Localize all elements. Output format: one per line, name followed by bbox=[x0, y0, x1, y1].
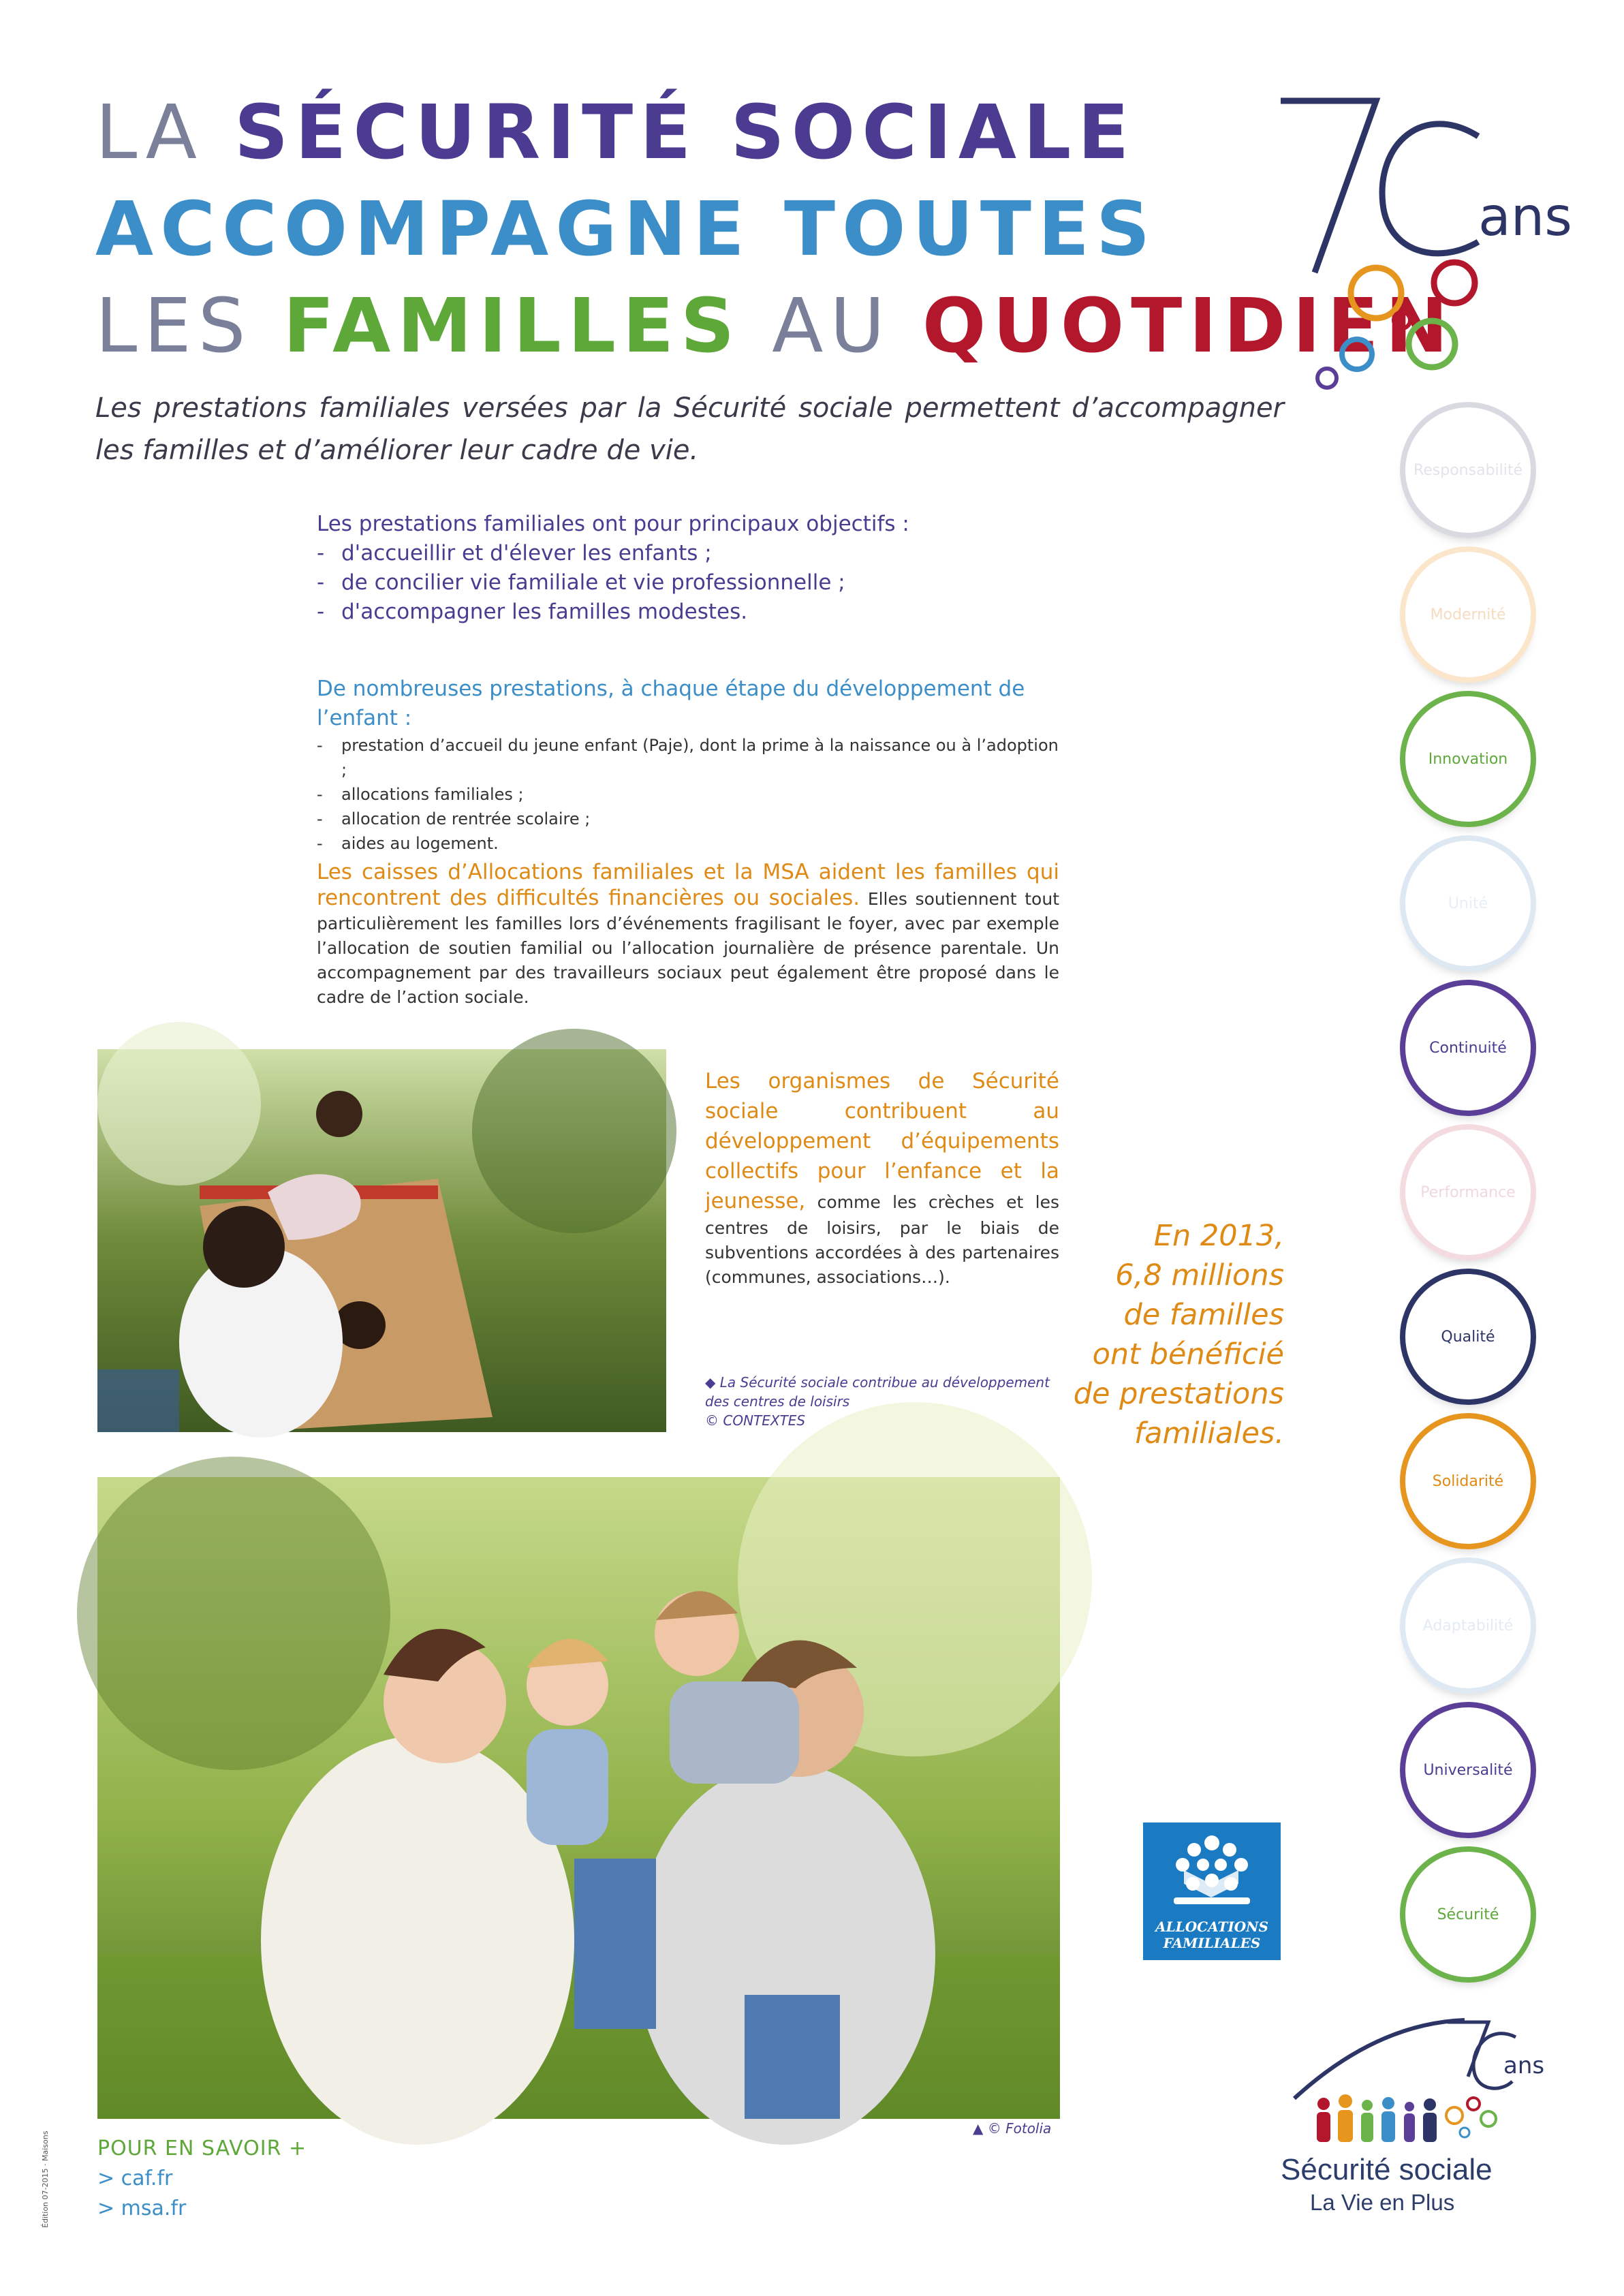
benefits-heading: De nombreuses prestations, à chaque étape du développement de l’enfant : bbox=[317, 677, 1025, 730]
seventy-years-logo bbox=[1274, 89, 1572, 402]
value-performance: Performance bbox=[1400, 1124, 1536, 1260]
list-item: - d'accueillir et d'élever les enfants ; bbox=[317, 539, 1059, 568]
ss-logo-name: Sécurité sociale bbox=[1281, 2153, 1493, 2186]
family-figures-icon bbox=[1317, 2094, 1437, 2142]
value-securite: Sécurité bbox=[1400, 1846, 1536, 1983]
stat-line: 6,8 millions bbox=[1115, 1258, 1284, 1292]
title-line-3 bbox=[95, 282, 1455, 369]
edition-credit: Édition 07-2015 · Maisons bbox=[41, 2130, 50, 2228]
list-item: - de concilier vie familiale et vie professionnelle ; bbox=[317, 568, 1059, 598]
value-qualite: Qualité bbox=[1400, 1269, 1536, 1405]
family-photo bbox=[97, 1477, 1060, 2119]
arrow-up-icon: ▲ bbox=[973, 2120, 988, 2137]
title-word-quotidien: QUOTIDIEN bbox=[922, 282, 1455, 369]
stat-line: familiales. bbox=[1134, 1416, 1284, 1450]
list-item: - allocations familiales ; bbox=[317, 782, 1059, 807]
learn-more-block bbox=[97, 2134, 307, 2224]
value-modernite: Modernité bbox=[1400, 546, 1536, 683]
caf-msa-highlight: Les caisses d’Allocations familiales et la MSA aident les familles qui rencontrent des difficultés financières ou sociales. bbox=[317, 860, 1059, 910]
photo1-caption-text: La Sécurité sociale contribue au développement des centres de loisirs bbox=[705, 1374, 1050, 1410]
value-continuite: Continuité bbox=[1400, 980, 1536, 1116]
caf-line1: ALLOCATIONS bbox=[1155, 1919, 1268, 1935]
photo2-credit: © Fotolia bbox=[987, 2120, 1052, 2137]
value-universalite: Universalité bbox=[1400, 1702, 1536, 1838]
title-word-familles: FAMILLES bbox=[283, 282, 742, 369]
objectives-heading: Les prestations familiales ont pour principaux objectifs : bbox=[317, 512, 909, 536]
leisure-centre-photo bbox=[97, 1049, 666, 1432]
arrow-left-icon: ◆ bbox=[705, 1374, 720, 1391]
stat-line: de familles bbox=[1123, 1298, 1284, 1332]
value-responsabilite: Responsabilité bbox=[1400, 402, 1536, 538]
learn-more-heading: POUR EN SAVOIR + bbox=[97, 2137, 307, 2160]
title-securite-sociale: SÉCURITÉ SOCIALE bbox=[234, 89, 1136, 176]
list-item: - allocation de rentrée scolaire ; bbox=[317, 807, 1059, 831]
value-innovation: Innovation bbox=[1400, 691, 1536, 827]
title-word-la: LA bbox=[95, 89, 204, 176]
link-msa[interactable]: > msa.fr bbox=[97, 2197, 187, 2220]
caf-msa-text: Elles soutiennent tout particulièrement les familles lors d’événements fragilisant le foyer, avec par exemple l’allocation de soutien familial ou l’allocation journalière de présence parentale. Un accompagnement par des travailleurs sociaux peut également être proposé dans le cadre de l’action sociale. bbox=[317, 889, 1059, 1007]
value-adaptabilite: Adaptabilité bbox=[1400, 1557, 1536, 1694]
photo2-caption bbox=[973, 2120, 1051, 2137]
title-word-au: AU bbox=[772, 282, 892, 369]
securite-sociale-logo bbox=[1291, 2017, 1550, 2153]
caf-msa-block bbox=[317, 860, 1059, 1010]
value-solidarite: Solidarité bbox=[1400, 1413, 1536, 1549]
title-line-2: ACCOMPAGNE TOUTES bbox=[95, 185, 1157, 273]
title-line-1 bbox=[95, 89, 1136, 176]
list-item: - d'accompagner les familles modestes. bbox=[317, 598, 1059, 627]
objectives-block bbox=[317, 510, 1059, 627]
caf-line2: FAMILIALES bbox=[1163, 1935, 1261, 1951]
list-item: - aides au logement. bbox=[317, 831, 1059, 856]
statistic bbox=[1049, 1216, 1284, 1453]
stat-line: En 2013, bbox=[1153, 1219, 1284, 1253]
list-item: - prestation d’accueil du jeune enfant (Paje), dont la prime à la naissance ou à l’adoption ; bbox=[317, 733, 1059, 782]
ss-logo-tagline: La Vie en Plus bbox=[1310, 2190, 1455, 2215]
stat-line: de prestations bbox=[1073, 1377, 1284, 1411]
logo-ans-text: ans bbox=[1478, 187, 1572, 248]
equipment-block bbox=[705, 1066, 1059, 1290]
equipment-text: comme les crèches et les centres de loisirs, par le biais de subventions accordées à des partenaires (communes, associations…). bbox=[705, 1192, 1059, 1287]
value-unite: Unité bbox=[1400, 835, 1536, 972]
title-word-les: LES bbox=[95, 282, 253, 369]
benefits-block bbox=[317, 674, 1059, 856]
stat-line: ont bénéficié bbox=[1092, 1337, 1284, 1371]
link-caf[interactable]: > caf.fr bbox=[97, 2167, 173, 2190]
intro-text: Les prestations familiales versées par la Sécurité sociale permettent d’accompagner les familles et d’améliorer leur cadre de vie. bbox=[95, 392, 1284, 466]
photo1-credit: © CONTEXTES bbox=[705, 1412, 806, 1429]
svg-text:ans: ans bbox=[1503, 2052, 1545, 2079]
caf-logo bbox=[1143, 1822, 1281, 1960]
equipment-highlight: Les organismes de Sécurité sociale contribuent au développement d’équipements collectifs pour l’enfance et la jeunesse, bbox=[705, 1069, 1059, 1213]
